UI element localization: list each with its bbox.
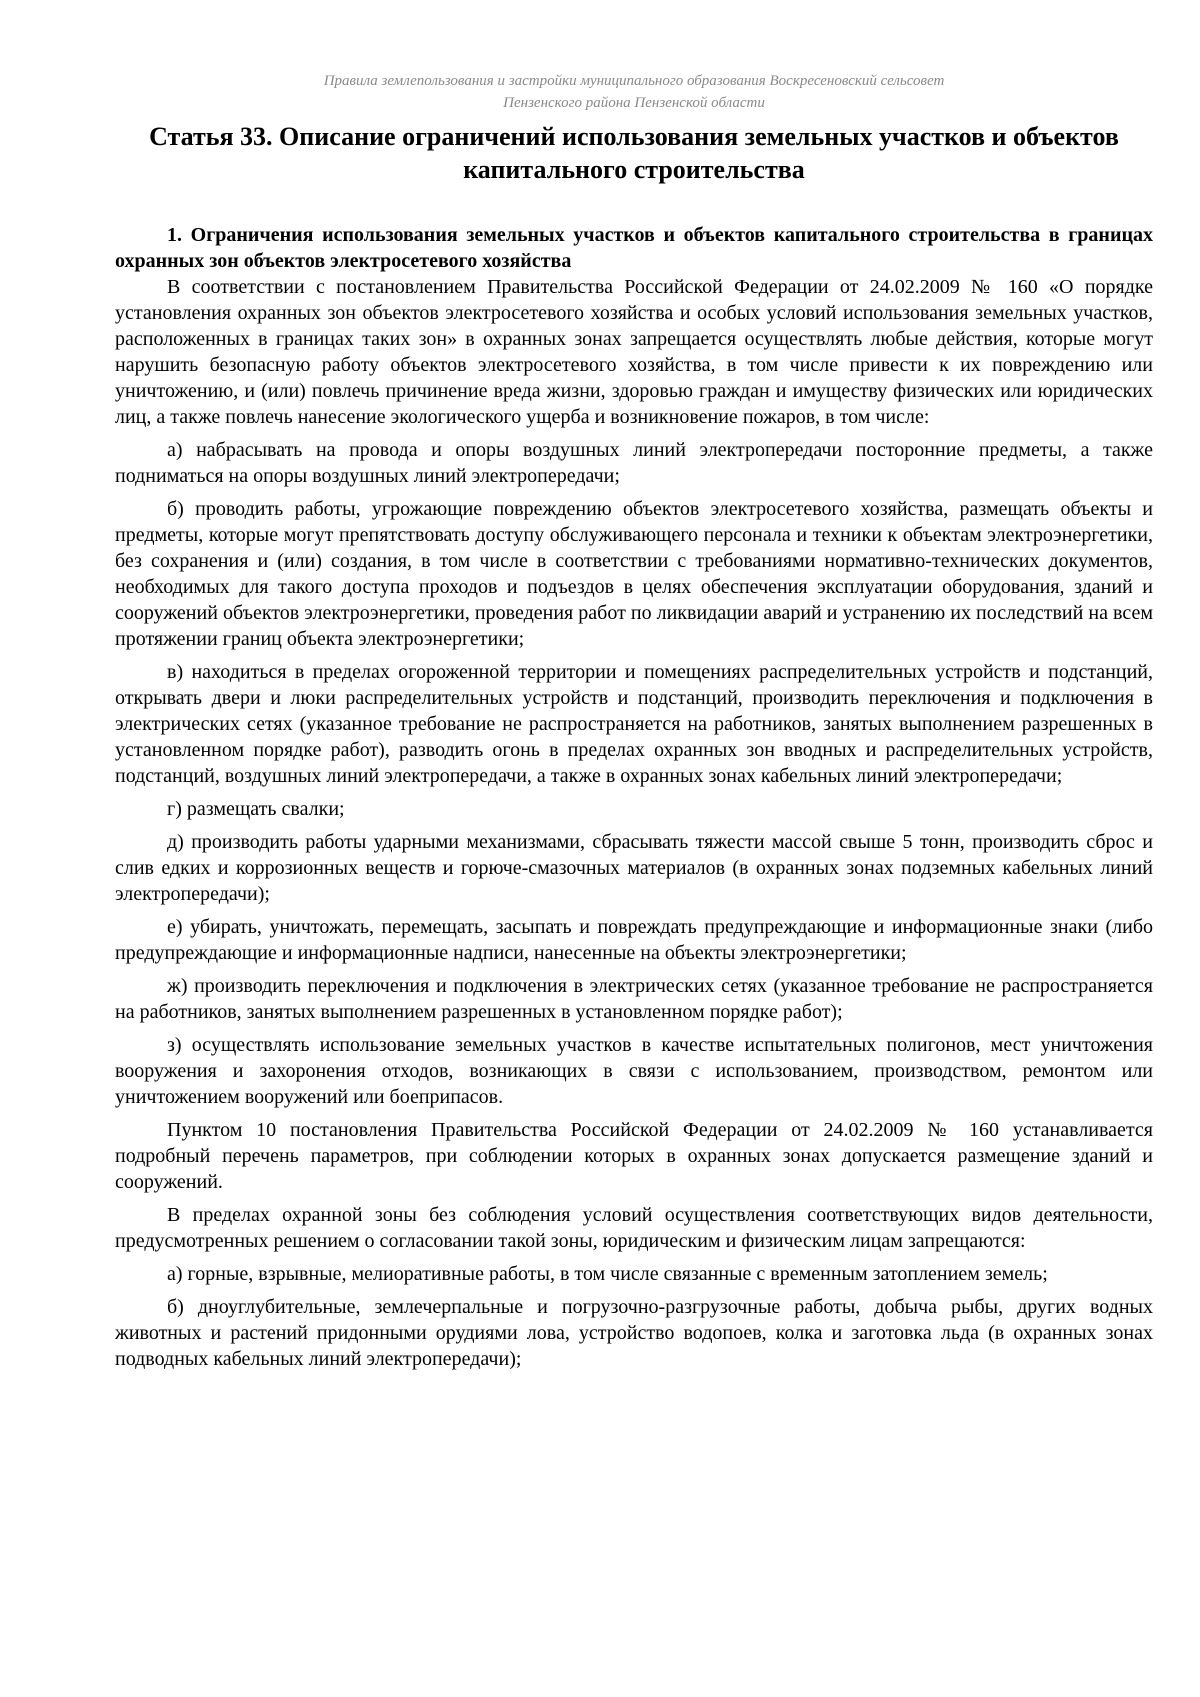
list-item-a-2: а) горные, взрывные, мелиоративные работы, в том числе связанные с временным затоплением земель;	[167, 1263, 1048, 1285]
paragraph: Пунктом 10 постановления Правительства Российской Федерации от 24.02.2009 № 160 устанавливается подробный перечень параметров, при соблюдении которых в охранных зонах допускается размещение зданий и сооружений.	[115, 1119, 1153, 1193]
running-header	[115, 70, 1153, 114]
list-item-d: д) производить работы ударными механизмами, сбрасывать тяжести массой свыше 5 тонн, производить сброс и слив едких и коррозионных веществ и горюче-смазочных материалов (в охранных зонах подземных кабельных линий электропередачи);	[115, 831, 1153, 905]
list-item-b: б) проводить работы, угрожающие повреждению объектов электросетевого хозяйства, размещать объекты и предметы, которые могут препятствовать доступу обслуживающего персонала и техники к объектам электроэнергетики, без сохранения и (или) создания, в том числе в соответствии с требованиями нормативно-технических документов, необходимых для такого доступа проходов и подъездов в целях обеспечения эксплуатации оборудования, зданий и сооружений объектов электроэнергетики, проведения работ по ликвидации аварий и устранению их последствий на всем протяжении границ объекта электроэнергетики;	[115, 498, 1153, 650]
paragraph: В соответствии с постановлением Правительства Российской Федерации от 24.02.2009 № 160 «О порядке установления охранных зон объектов электросетевого хозяйства и особых условий использования земельных участков, расположенных в границах таких зон» в охранных зонах запрещается осуществлять любые действия, которые могут нарушить безопасную работу объектов электросетевого хозяйства, в том числе привести к их повреждению или уничтожению, и (или) повлечь причинение вреда жизни, здоровью граждан и имуществу физических или юридических лиц, а также повлечь нанесение экологического ущерба и возникновение пожаров, в том числе:	[115, 276, 1153, 428]
document-page	[115, 70, 1153, 1372]
list-item-zh: ж) производить переключения и подключения в электрических сетях (указанное требование не распространяется на работников, занятых выполнением разрешенных в установленном порядке работ);	[115, 975, 1153, 1023]
running-header-line-2: Пензенского района Пензенской области	[503, 95, 765, 111]
article-title: Статья 33. Описание ограничений использования земельных участков и объектов капитального строительства	[149, 122, 1119, 184]
paragraph: В пределах охранной зоны без соблюдения условий осуществления соответствующих видов деятельности, предусмотренных решением о согласовании такой зоны, юридическим и физическим лицам запрещаются:	[115, 1204, 1153, 1252]
list-item-z: з) осуществлять использование земельных участков в качестве испытательных полигонов, мест уничтожения вооружения и захоронения отходов, возникающих в связи с использованием, производством, ремонтом или уничтожением вооружений или боеприпасов.	[115, 1034, 1153, 1108]
running-header-line-1: Правила землепользования и застройки муниципального образования Воскресеновский сельсовет	[323, 73, 945, 89]
list-item-v: в) находиться в пределах огороженной территории и помещениях распределительных устройств и подстанций, открывать двери и люки распределительных устройств и подстанций, производить переключения и подключения в электрических сетях (указанное требование не распространяется на работников, занятых выполнением разрешенных в установленном порядке работ), разводить огонь в пределах охранных зон вводных и распределительных устройств, подстанций, воздушных линий электропередачи, а также в охранных зонах кабельных линий электропередачи;	[115, 661, 1153, 787]
list-item-e: е) убирать, уничтожать, перемещать, засыпать и повреждать предупреждающие и информационные знаки (либо предупреждающие и информационные надписи, нанесенные на объекты электроэнергетики;	[115, 916, 1153, 964]
list-item-g: г) размещать свалки;	[167, 798, 345, 820]
list-item-a: а) набрасывать на провода и опоры воздушных линий электропередачи посторонние предметы, а также подниматься на опоры воздушных линий электропередачи;	[115, 439, 1153, 487]
list-item-b-2: б) дноуглубительные, землечерпальные и погрузочно-разгрузочные работы, добыча рыбы, других водных животных и растений придонными орудиями лова, устройство водопоев, колка и заготовка льда (в охранных зонах подводных кабельных линий электропередачи);	[115, 1296, 1153, 1370]
section-heading: 1. Ограничения использования земельных участков и объектов капитального строительства в границах охранных зон объектов электросетевого хозяйства	[115, 224, 1153, 272]
